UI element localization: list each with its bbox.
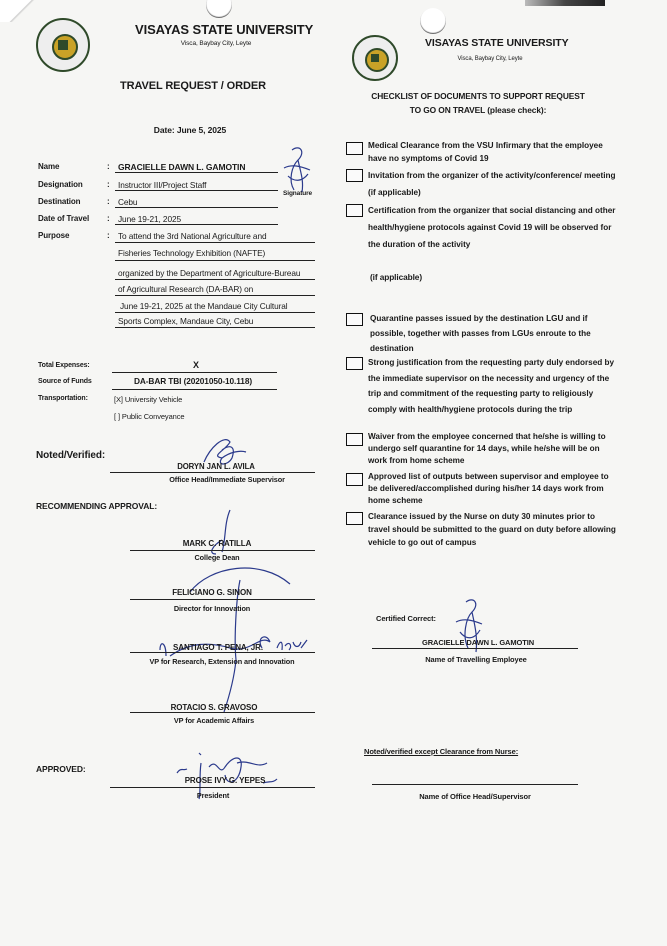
checklist-item: Medical Clearance from the VSU Infirmary that the employee have no symptoms of Covid 19 <box>368 141 603 163</box>
name-label: Name <box>38 162 60 171</box>
purpose-line: organized by the Department of Agriculture-Bureau <box>118 268 301 278</box>
checklist-university-name: VISAYAS STATE UNIVERSITY <box>425 37 569 49</box>
if-applicable-note: (if applicable) <box>370 272 422 282</box>
checklist-checkbox[interactable] <box>346 512 363 525</box>
name-value: GRACIELLE DAWN L. GAMOTIN <box>118 162 246 172</box>
checklist-item: Invitation from the organizer of the activity/conference/ meeting (if applicable) <box>368 171 616 197</box>
colon: : <box>107 162 110 171</box>
form-title: TRAVEL REQUEST / ORDER <box>120 80 266 92</box>
page-curl <box>0 0 40 22</box>
scan-artifact <box>525 0 605 6</box>
purpose-line: Sports Complex, Mandaue City, Cebu <box>118 316 254 326</box>
date-of-travel-value: June 19-21, 2025 <box>118 214 181 224</box>
checklist-item: Waiver from the employee concerned that he/she is willing to undergo self quarantine for 14 days, while he/she will be on work from home scheme <box>368 432 606 465</box>
checklist-checkbox[interactable] <box>346 433 363 446</box>
university-seal-left <box>36 18 90 72</box>
checklist-checkbox[interactable] <box>346 357 363 370</box>
source-of-funds-value: DA-BAR TBI (20201050-10.118) <box>133 376 253 386</box>
recommender-name: SANTIAGO T. PENA, JR. <box>173 643 263 652</box>
transport-option-public-conveyance[interactable]: [ ] Public Conveyance <box>114 412 185 421</box>
certified-correct-label: Certified Correct: <box>376 614 436 623</box>
purpose-line: To attend the 3rd National Agriculture and <box>118 231 267 241</box>
university-address: Visca, Baybay City, Leyte <box>180 40 252 47</box>
signature-label: Signature <box>283 190 313 197</box>
checklist-checkbox[interactable] <box>346 473 363 486</box>
university-seal-right <box>352 35 398 81</box>
president-signature <box>175 743 285 803</box>
recommender-title: Director for Innovation <box>173 604 251 613</box>
supervisor-title: Name of Office Head/Supervisor <box>419 792 531 801</box>
purpose-label: Purpose <box>38 231 70 240</box>
date-of-travel-label: Date of Travel <box>38 214 90 223</box>
checklist-item: Quarantine passes issued by the destination LGU and if possible, together with passes from LGUs enroute to the destination <box>370 314 591 353</box>
transport-option-university-vehicle[interactable]: [X] University Vehicle <box>114 395 183 404</box>
total-expenses-value: X <box>193 360 199 370</box>
certified-name: GRACIELLE DAWN L. GAMOTIN <box>421 638 535 647</box>
noted-verified-label: Noted/Verified: <box>36 450 106 461</box>
colon: : <box>107 197 110 206</box>
colon: : <box>107 180 110 189</box>
recommender-title: VP for Academic Affairs <box>173 716 255 725</box>
approver-title: President <box>196 791 230 800</box>
punch-hole <box>206 0 232 18</box>
certified-title: Name of Travelling Employee <box>425 655 527 664</box>
approver-name: PROSE IVY G. YEPES <box>184 776 266 785</box>
noted-except-label: Noted/verified except Clearance from Nurse: <box>364 747 519 756</box>
recommender-title: College Dean <box>194 553 240 562</box>
purpose-line: of Agricultural Research (DA-BAR) on <box>118 284 254 294</box>
university-name: VISAYAS STATE UNIVERSITY <box>135 22 314 37</box>
total-expenses-label: Total Expenses: <box>38 362 90 369</box>
checklist-checkbox[interactable] <box>346 142 363 155</box>
checklist-checkbox[interactable] <box>346 204 363 217</box>
recommender-name: FELICIANO G. SINON <box>172 588 252 597</box>
designation-label: Designation <box>38 180 83 189</box>
colon: : <box>107 231 110 240</box>
recommender-name: MARK C. RATILLA <box>182 539 252 548</box>
checklist-item: Certification from the organizer that social distancing and other health/hygiene protocols against Covid 19 will be observed for the duration of the activity <box>368 206 616 249</box>
recommending-approval-label: RECOMMENDING APPROVAL: <box>36 501 158 511</box>
transportation-label: Transportation: <box>38 395 88 402</box>
noted-name: DORYN JAN L. AVILA <box>177 462 255 471</box>
request-date: Date: June 5, 2025 <box>153 125 227 135</box>
checklist-checkbox[interactable] <box>346 169 363 182</box>
source-of-funds-label: Source of Funds <box>38 378 92 385</box>
employee-signature <box>278 146 318 196</box>
noted-title: Office Head/Immediate Supervisor <box>169 475 285 484</box>
checklist-checkbox[interactable] <box>346 313 363 326</box>
recommender-title: VP for Research, Extension and Innovation <box>149 657 295 666</box>
checklist-item: Approved list of outputs between supervisor and employee to be delivered/accomplished during his/her 14 days work from home scheme <box>368 472 609 505</box>
purpose-line: June 19-21, 2025 at the Mandaue City Cultural <box>120 301 288 311</box>
checklist-item: Clearance issued by the Nurse on duty 30 minutes prior to travel should be submitted to the guard on duty before allowing vehicle to go out of campus <box>368 512 616 547</box>
checklist-item: Strong justification from the requesting party duly endorsed by the immediate supervisor on the necessity and urgency of the trip and commitment of the requesting party to religiously comply with health/hygiene protocols during the trip <box>368 358 615 414</box>
destination-value: Cebu <box>118 197 138 207</box>
recommender-name: ROTACIO S. GRAVOSO <box>170 703 258 712</box>
punch-hole <box>420 8 446 34</box>
destination-label: Destination <box>38 197 81 206</box>
colon: : <box>107 214 110 223</box>
checklist-heading: TO GO ON TRAVEL (please check): <box>409 105 547 115</box>
designation-value: Instructor III/Project Staff <box>118 180 207 190</box>
checklist-address: Visca, Baybay City, Leyte <box>457 56 523 62</box>
purpose-line: Fisheries Technology Exhibition (NAFTE) <box>118 248 266 258</box>
approved-label: APPROVED: <box>36 764 86 774</box>
checklist-heading: CHECKLIST OF DOCUMENTS TO SUPPORT REQUEST <box>371 91 585 101</box>
